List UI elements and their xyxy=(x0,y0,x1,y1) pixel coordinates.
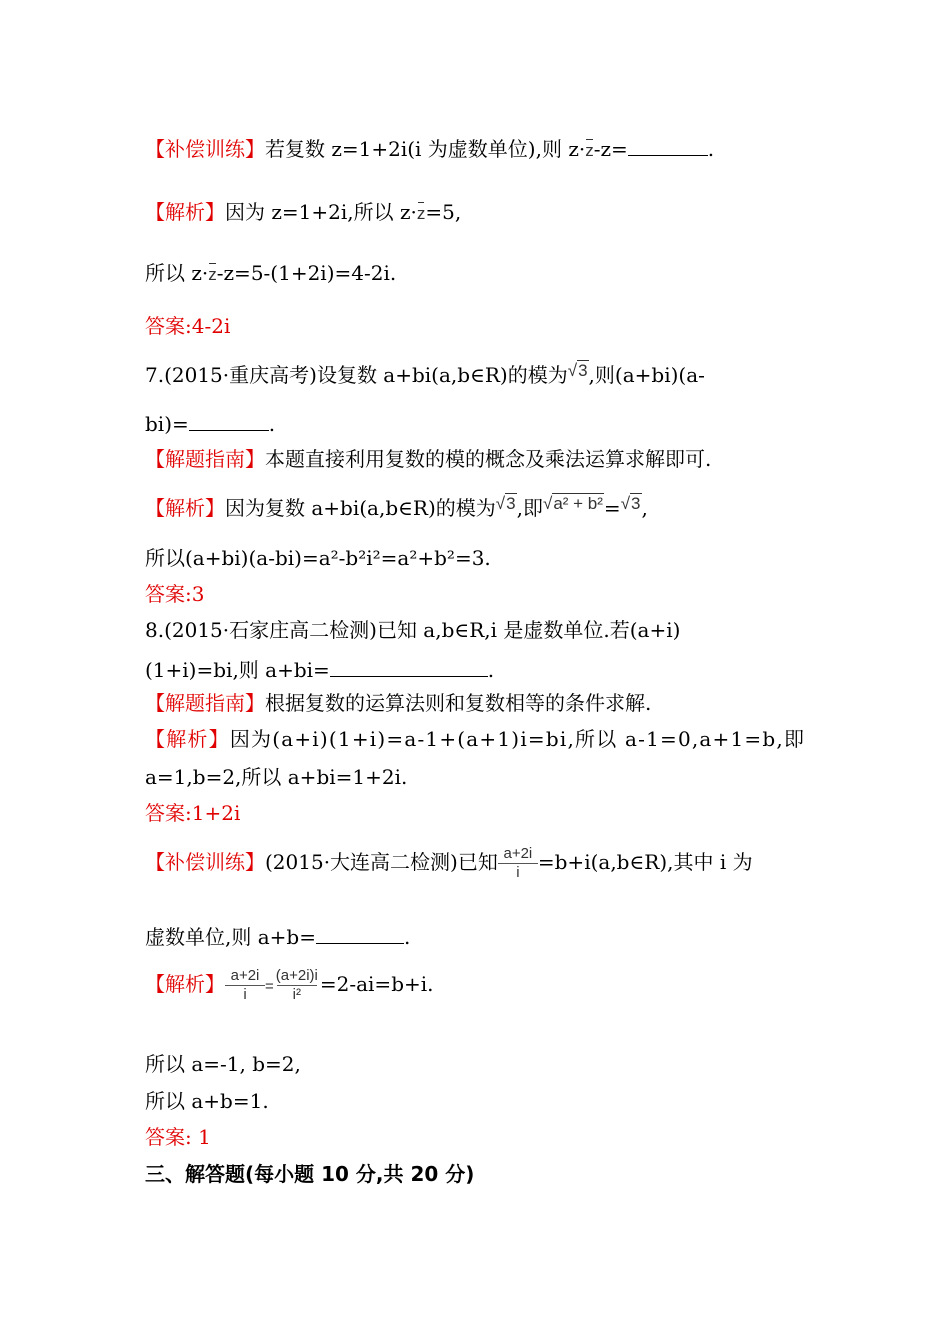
answer-blank xyxy=(628,135,708,156)
solution-9-line-2: 所以 a=-1, b=2, xyxy=(145,1052,301,1076)
solution-8-line-1: 【解析】因为(a+i)(1+i)=a-1+(a+1)i=bi,所以 a-1=0,a+1=b,即 xyxy=(145,727,806,751)
question-8-line-2: (1+i)=bi,则 a+bi= . xyxy=(145,658,495,682)
compensation-question-2: 【补偿训练】(2015·大连高二检测)已知 $\frac{a+2i}{i}$ =b+i(a,b∈R),其中 i 为 xyxy=(145,845,753,881)
compensation-tag: 【补偿训练】 xyxy=(145,137,265,161)
sqrt-a2-b2: √a² + b² xyxy=(542,494,603,513)
solution-tag: 【解析】 xyxy=(145,972,225,996)
solution-8-line-2: a=1,b=2,所以 a+bi=1+2i. xyxy=(145,765,408,789)
solution-9-line-1: 【解析】 $\frac{a+2i}{i}$ = $\frac{(a+2i)i}{\text{i²}}$ =2-ai=b+i. xyxy=(145,967,434,1003)
compensation-question-1: 【补偿训练】若复数 z=1+2i(i 为虚数单位),则 z·z-z= . xyxy=(145,135,714,164)
answer-blank xyxy=(330,656,488,677)
solution-1-line-1: 【解析】因为 z=1+2i,所以 z·z=5, xyxy=(145,199,461,227)
compensation-tag: 【补偿训练】 xyxy=(145,850,265,874)
section-heading-3: 三、解答题(每小题 10 分,共 20 分) xyxy=(145,1162,475,1186)
answer-8: 答案:1+2i xyxy=(145,801,241,825)
solution-9-line-3: 所以 a+b=1. xyxy=(145,1089,269,1113)
question-7-line-2: bi)= . xyxy=(145,412,276,436)
question-8-line-1: 8.(2015·石家庄高二检测)已知 a,b∈R,i 是虚数单位.若(a+i) xyxy=(145,618,681,642)
answer-blank xyxy=(316,923,404,944)
solution-7-line-2: 所以(a+bi)(a-bi)=a²-b²i²=a²+b²=3. xyxy=(145,546,491,570)
solution-tag: 【解析】 xyxy=(145,727,230,751)
guide-8: 【解题指南】根据复数的运算法则和复数相等的条件求解. xyxy=(145,691,652,715)
solution-1-line-2: 所以 z·z-z=5-(1+2i)=4-2i. xyxy=(145,260,396,288)
answer-blank xyxy=(189,410,269,431)
z-conjugate: z xyxy=(585,138,594,164)
sqrt-3: √3 xyxy=(567,361,588,380)
z-conjugate: z xyxy=(208,262,217,288)
guide-7: 【解题指南】本题直接利用复数的模的概念及乘法运算求解即可. xyxy=(145,447,712,471)
fraction-a-plus-2i-over-i: $\frac{a+2i}{i}$ xyxy=(225,967,265,1004)
compensation-question-2-line-2: 虚数单位,则 a+b= . xyxy=(145,925,411,949)
sqrt-3: √3 xyxy=(495,494,516,513)
fraction-a-plus-2i-over-i: $\frac{a+2i}{i}$ xyxy=(498,845,538,882)
solution-tag: 【解析】 xyxy=(145,200,225,224)
question-7-line-1: 7.(2015·重庆高考)设复数 a+bi(a,b∈R)的模为√3,则(a+bi)(a- xyxy=(145,362,705,390)
guide-tag: 【解题指南】 xyxy=(145,691,265,715)
guide-tag: 【解题指南】 xyxy=(145,447,265,471)
fraction-a-plus-2i-i-over-i-squared: $\frac{(a+2i)i}{\text{i²}}$ xyxy=(275,967,318,1003)
sqrt-3: √3 xyxy=(620,494,641,513)
answer-7: 答案:3 xyxy=(145,582,205,606)
answer-1: 答案:4-2i xyxy=(145,314,231,338)
z-conjugate: z xyxy=(417,201,426,227)
solution-7-line-1: 【解析】因为复数 a+bi(a,b∈R)的模为√3,即√a² + b²=√3, xyxy=(145,495,648,523)
solution-tag: 【解析】 xyxy=(145,496,225,520)
answer-9: 答案: 1 xyxy=(145,1125,211,1149)
